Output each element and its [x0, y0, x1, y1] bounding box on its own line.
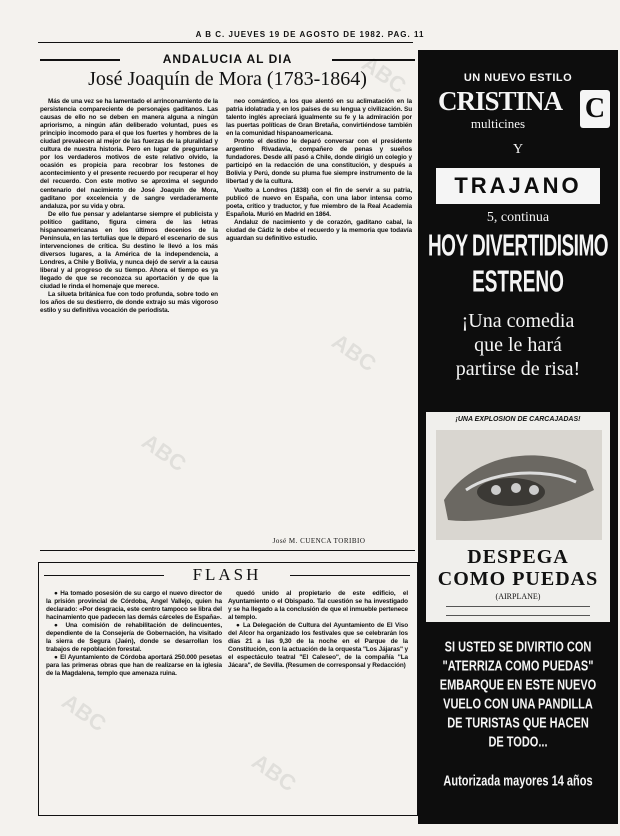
- ad-tagline-1: ¡Una comedia: [461, 310, 575, 332]
- article-bottom-rule: [40, 550, 415, 551]
- ad-connector: Y: [512, 142, 524, 157]
- cinema-ad: [418, 50, 618, 824]
- ad-promo-6: DE TODO...: [488, 735, 548, 751]
- cinema-logo-letter: C: [584, 93, 606, 124]
- ad-brand-cristina: CRISTINA: [437, 86, 563, 116]
- watermark: ABC: [57, 688, 111, 737]
- watermark: ABC: [247, 748, 301, 797]
- header-rule: [38, 42, 413, 43]
- article-paragraph: Más de una vez se ha lamentado el arrinconamiento de la persistencia compareciente de personajes gaditanos. Las causas de ello no se deben en manera alguna a ningún apriorismo, a ningún afán deliberado voluntad, pues es principio incomodo para el que los fuertes y hombres de la ciudad prevalecen al mejor de las fuerzas de la pluralidad y cultura de nuestra historia. Pero en lugar de preguntarse por los verdaderos motivos de este relativo olvido, la ocasión es propicia para recobrar los festones de acontecimiento y el presente recuerdo por recuperar el hoy del recuerdo. Con este motivo se aproxima el segundo centenario del nacimiento de José Joaquín de Mora, gaditano por excelencia y de sangre verdaderamente andaluza, por su vida y obra.: [40, 98, 218, 210]
- ad-headline-2: ESTRENO: [472, 266, 564, 300]
- article-paragraph: De ello fue pensar y adelantarse siempre el publicista y político gaditano, figura cimera de las letras hispanoamericanas en los últimos decenios de la Península, en las tertulias que le deparó el escenario de sus intervenciones de crítica. Su destino le llevó a los más diversos lugares, a la América de la independencia, a Londres, a Chile y Bolivia, y nunca dejó de servir a la causa liberal y al progreso de su tiempo. Ahora el tiempo es ya llegado de que se reconozca su aportación y de que la ciudad le rinda el homenaje que merece.: [40, 210, 218, 291]
- ad-promo-5: DE TURISTAS QUE HACEN: [447, 716, 589, 732]
- flash-title: FLASH: [192, 565, 262, 584]
- article-paragraph: Andaluz de nacimiento y de corazón, gaditano cabal, la ciudad de Cádiz le debe el recuerdo y la memoria que todavía aguardan su definitivo estudio.: [226, 218, 412, 242]
- ad-headline-1: HOY DIVERTIDISIMO: [427, 230, 609, 264]
- ad-tagline-3: partirse de risa!: [455, 358, 581, 380]
- movie-poster: [426, 412, 610, 622]
- article-signature: José M. CUENCA TORIBIO: [272, 537, 366, 545]
- flash-item: ● Una comisión de rehabilitación de delincuentes, dependiente de la Consejería de Gobernación, ha visitado la sierra de Segura (Jaén), donde se desarrollan los trabajos de repoblación forestal.: [46, 622, 222, 654]
- flash-rule-right: [290, 575, 410, 576]
- section-title: ANDALUCIA AL DIA: [162, 52, 293, 66]
- watermark: ABC: [357, 50, 411, 99]
- ad-address: 5, continua: [486, 210, 550, 225]
- watermark: ABC: [137, 428, 191, 477]
- article-paragraph: Vuelto a Londres (1838) con el fin de servir a su patria, publicó de nuevo en España, con una labor intensa como poeta, crítico y traductor, y fue miembro de la Real Academia Española. Murió en Madrid en 1864.: [226, 186, 412, 218]
- ad-rating: Autorizada mayores 14 años: [443, 774, 593, 790]
- flash-item: ● Ha tomado posesión de su cargo el nuevo director de la prisión provincial de Córdoba, Angel Vallejo, quien ha declarado: «Por desgracia, este centro tampoco se libra del hacinamiento que padecen las demás cárceles de España».: [46, 590, 222, 622]
- ad-promo-4: VUELO CON UNA PANDILLA: [443, 697, 593, 713]
- page-header: A B C. JUEVES 19 DE AGOSTO DE 1982. PAG. 11: [195, 30, 425, 39]
- flash-item: ● La Delegación de Cultura del Ayuntamiento de El Viso del Alcor ha organizado los festivales que se celebrarán los días 21 a las 9,30 de la noche en el Parque de la Constitución, con la actuación de la orquesta "Los Jájaras" y el espectáculo teatral "El Caleseo", de la compañía "La Jácara", de Sevilla. (Resumen de corresponsal y Redacción): [228, 622, 408, 670]
- poster-title-2: COMO PUEDAS: [437, 568, 599, 590]
- airplane-illustration: [436, 430, 602, 540]
- ad-intro: UN NUEVO ESTILO: [463, 72, 573, 84]
- flash-rule-left: [44, 575, 164, 576]
- article-paragraph: La silueta británica fue con todo profunda, sobre todo en los años de su destierro, de donde extrajo su más vigoroso estilo y su definitiva vocación de periodista.: [40, 291, 218, 315]
- poster-banner: ¡UNA EXPLOSION DE CARCAJADAS!: [455, 416, 581, 423]
- ad-promo-1: SI USTED SE DIVIRTIO CON: [444, 640, 592, 656]
- watermark: ABC: [327, 328, 381, 377]
- flash-item: ● El Ayuntamiento de Córdoba aportará 250.000 pesetas para las primeras obras que han de realizarse en la iglesia de la Magdalena, templo que amenaza ruina.: [46, 654, 222, 678]
- article-paragraph: Pronto el destino le deparó conversar con el presidente argentino Rivadavia, compañero de penas y sueños fundadores. Desde allí pasó a Chile, donde dirigió un colegio y participó en la redacción de una constitución, y después a Bolivia y Perú, donde su pluma fue siempre instrumento de la libertad y de la cultura.: [226, 138, 412, 186]
- article-column-1: [40, 98, 218, 536]
- trajano-logo: [436, 168, 600, 204]
- poster-title-1: DESPEGA: [467, 546, 569, 568]
- ad-tagline-2: que le hará: [474, 334, 562, 356]
- flash-item: quedó unido al propietario de este edificio, el Ayuntamiento o el Obispado. Tal cuestión se ha investigado y se ha llegado a la conclusión de que el inmueble pertenece al templo.: [228, 590, 408, 622]
- poster-credits: [446, 606, 590, 616]
- poster-title-3: (AIRPLANE): [495, 592, 541, 601]
- article-column-2: [226, 98, 412, 534]
- section-rule-left: [40, 59, 120, 61]
- ad-brand-sub: multicines: [470, 116, 526, 131]
- trajano-logo-text: TRAJANO: [454, 173, 582, 198]
- article-title: José Joaquín de Mora (1783-1864): [88, 68, 367, 90]
- article-paragraph: neo comántico, a los que alentó en su aclimatación en la patria idolatrada y en los países de su lengua y civilización. Su talento inglés apreciará igualmente su fe y la admiración por las puertas políticas de Gran Bretaña, convirtiéndose también en la comunidad hispanoamericana.: [226, 98, 412, 138]
- ad-promo-2: "ATERRIZA COMO PUEDAS": [442, 659, 594, 675]
- ad-promo-3: EMBARQUE EN ESTE NUEVO: [439, 678, 597, 694]
- cinema-logo-icon: [580, 90, 610, 128]
